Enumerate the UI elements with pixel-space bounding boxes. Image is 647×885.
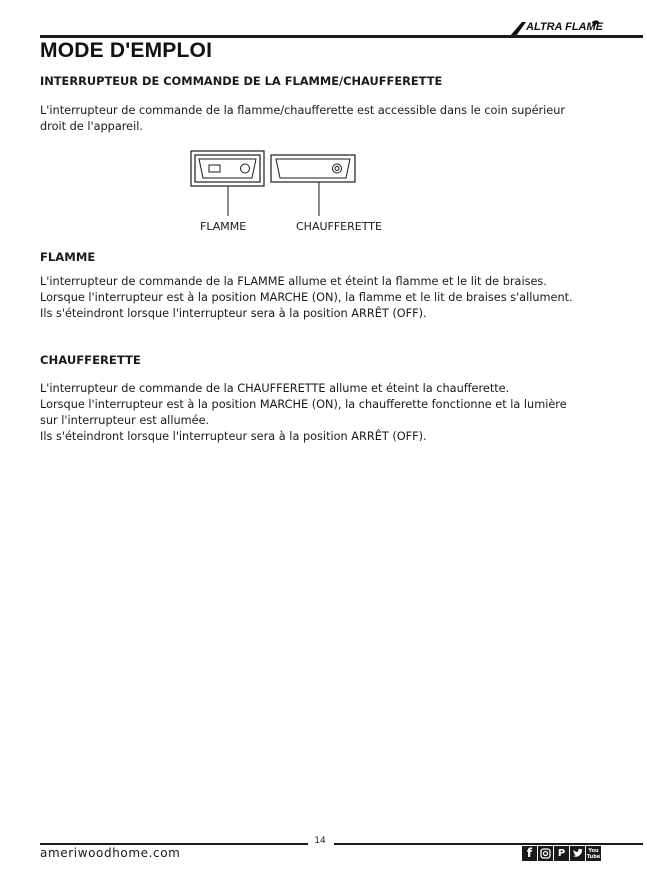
label-flamme: FLAMME xyxy=(200,220,247,233)
footer-rule-right xyxy=(334,843,643,845)
youtube-icon[interactable]: You Tube xyxy=(586,848,601,860)
chaufferette-line-3: sur l'interrupteur est allumée. xyxy=(40,414,210,427)
label-chaufferette: CHAUFFERETTE xyxy=(296,220,382,233)
flamme-paragraph xyxy=(40,274,602,322)
chaufferette-paragraph xyxy=(40,381,602,445)
page-number: 14 xyxy=(314,836,326,846)
rocker-switches-icon xyxy=(190,150,390,220)
footer-rule-left xyxy=(40,843,308,845)
pinterest-icon[interactable]: P xyxy=(554,846,569,861)
flamme-line-2: Lorsque l'interrupteur est à la position MARCHE (ON), la flamme et le lit de braises s'allument. xyxy=(40,291,573,304)
website-link[interactable]: ameriwoodhome.com xyxy=(40,846,181,860)
chaufferette-line-2: Lorsque l'interrupteur est à la position MARCHE (ON), la chaufferette fonctionne et la lumière xyxy=(40,398,567,411)
facebook-icon[interactable]: f xyxy=(522,846,537,861)
switch-diagram xyxy=(190,150,390,242)
flamme-line-3: Ils s'éteindront lorsque l'interrupteur sera à la position ARRÊT (OFF). xyxy=(40,307,427,320)
section-heading: INTERRUPTEUR DE COMMANDE DE LA FLAMME/CHAUFFERETTE xyxy=(40,74,443,88)
twitter-icon[interactable] xyxy=(570,846,585,861)
flamme-heading: FLAMME xyxy=(40,250,96,264)
chaufferette-line-1: L'interrupteur de commande de la CHAUFFERETTE allume et éteint la chaufferette. xyxy=(40,382,510,395)
page-title: MODE D'EMPLOI xyxy=(40,39,213,62)
header-rule xyxy=(40,35,643,38)
intro-line-2: droit de l'appareil. xyxy=(40,120,143,133)
chaufferette-line-4: Ils s'éteindront lorsque l'interrupteur sera à la position ARRÊT (OFF). xyxy=(40,430,427,443)
intro-paragraph xyxy=(40,103,602,135)
chaufferette-heading: CHAUFFERETTE xyxy=(40,353,141,367)
flamme-line-1: L'interrupteur de commande de la FLAMME allume et éteint la flamme et le lit de braises. xyxy=(40,275,547,288)
instagram-icon[interactable] xyxy=(538,846,553,861)
intro-line-1: L'interrupteur de commande de la flamme/chaufferette est accessible dans le coin supérieur xyxy=(40,104,566,117)
logo-text: ALTRA FLAME xyxy=(526,21,603,33)
